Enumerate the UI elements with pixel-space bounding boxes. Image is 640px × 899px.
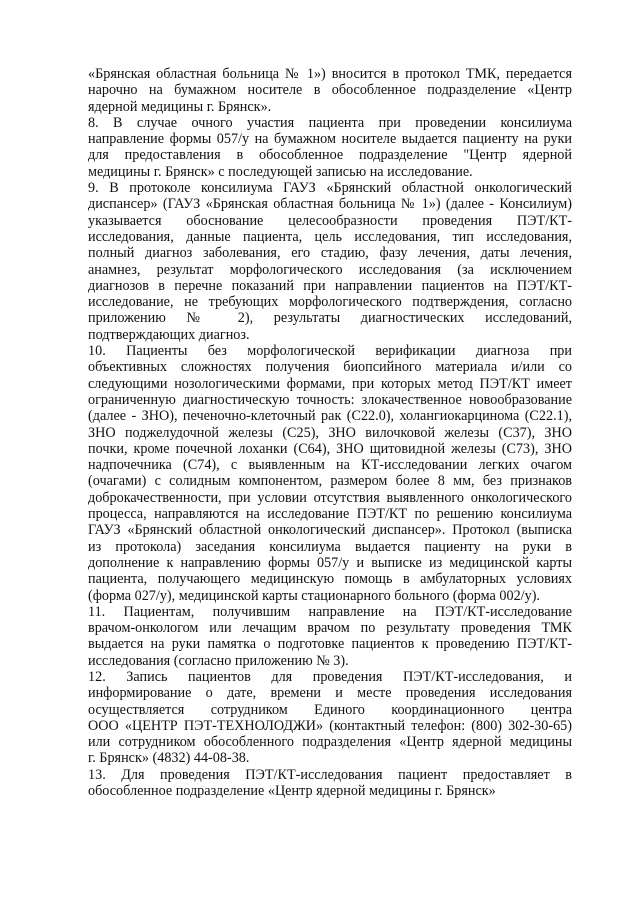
paragraph <box>88 115 572 180</box>
text-line: подтверждающих диагноз. <box>88 326 250 343</box>
text-line: врачом-онкологом или лечащим врачом по результату проведения ТМК <box>88 620 572 637</box>
text-line: надпочечника (С74), с выявленным на КТ-исследовании легких очагом <box>88 457 572 474</box>
text-line: 9. В протоколе консилиума ГАУЗ «Брянский областной онкологический <box>88 180 572 197</box>
text-line: (форма 027/у), медицинской карты стационарного больного (форма 002/у). <box>88 587 540 604</box>
text-line: для предоставления в обособленное подразделение "Центр ядерной <box>88 147 572 164</box>
text-line: анамнез, результат морфологического исследования (за исключением <box>88 261 572 278</box>
text-line: выдается на руки памятка о подготовке пациентов к проведению ПЭТ/КТ- <box>88 636 572 653</box>
text-line: нарочно на бумажном носителе в обособленное подразделение «Центр <box>88 82 572 99</box>
text-line: ГАУЗ «Брянский областной онкологический диспансер». Протокол (выписка <box>88 522 572 539</box>
text-line: приложению № 2), результаты диагностических исследований, <box>88 310 572 327</box>
text-line: ЗНО поджелудочной железы (С25), ЗНО вилочковой железы (С37), ЗНО <box>88 424 572 441</box>
text-line: исследование, не требующих морфологического подтверждения, согласно <box>88 294 572 311</box>
text-line: доброкачественности, при условии отсутствия выявленного онкологического <box>88 489 572 506</box>
text-line: направление формы 057/у на бумажном носителе выдается пациенту на руки <box>88 131 572 148</box>
text-line: обособленное подразделение «Центр ядерной медицины г. Брянск» <box>88 783 496 800</box>
paragraph <box>88 604 572 669</box>
text-line: г. Брянск» (4832) 44-08-38. <box>88 750 250 767</box>
text-line: (очагами) с солидным компонентом, размером более 8 мм, без признаков <box>88 473 572 490</box>
text-line: пациента, получающего медицинскую помощь в амбулаторных условиях <box>88 571 572 588</box>
text-line: объективных сложностях получения биопсийного материала и/или со <box>88 359 572 376</box>
text-line: медицины г. Брянск» с последующей записью на исследование. <box>88 163 473 180</box>
text-line: следующими нозологическими формами, при которых метод ПЭТ/КТ имеет <box>88 375 572 392</box>
text-line: или сотрудником обособленного подразделения «Центр ядерной медицины <box>88 734 572 751</box>
text-line: дополнение к направлению формы 057/у и выписке из медицинской карты <box>88 554 572 571</box>
text-line: полный диагноз заболевания, его стадию, фазу лечения, даты лечения, <box>88 245 572 262</box>
text-line: ядерной медицины г. Брянск». <box>88 98 272 115</box>
text-line: исследования (согласно приложению № 3). <box>88 652 349 669</box>
text-line: 12. Запись пациентов для проведения ПЭТ/КТ-исследования, и <box>88 668 572 685</box>
text-line: 13. Для проведения ПЭТ/КТ-исследования пациент предоставляет в <box>88 766 572 783</box>
text-line: ООО «ЦЕНТР ПЭТ-ТЕХНОЛОДЖИ» (контактный телефон: (800) 302-30-65) <box>88 717 572 734</box>
text-line: информирование о дате, времени и месте проведения исследования <box>88 685 572 702</box>
text-line: процесса, направляются на исследование ПЭТ/КТ по решению консилиума <box>88 506 572 523</box>
text-line: диагнозов в перечне показаний при направлении пациентов на ПЭТ/КТ- <box>88 277 572 294</box>
paragraph <box>88 767 572 800</box>
paragraph <box>88 66 572 115</box>
text-line: 10. Пациенты без морфологической верификации диагноза при <box>88 343 572 360</box>
text-line: «Брянская областная больница № 1») вносится в протокол ТМК, передается <box>88 66 572 82</box>
text-line: (далее - ЗНО), печеночно-клеточный рак (С22.0), холангиокарцинома (С22.1), <box>88 408 572 425</box>
document-body <box>88 66 572 799</box>
text-line: почки, кроме почечной лоханки (С64), ЗНО щитовидной железы (С73), ЗНО <box>88 440 572 457</box>
text-line: диспансер» (ГАУЗ «Брянская областная больница № 1») (далее - Консилиум) <box>88 196 572 213</box>
paragraph <box>88 669 572 767</box>
text-line: исследования, данные пациента, цель исследования, тип исследования, <box>88 228 572 245</box>
text-line: указывается обоснование целесообразности проведения ПЭТ/КТ- <box>88 212 572 229</box>
text-line: 11. Пациентам, получившим направление на ПЭТ/КТ-исследование <box>88 603 572 620</box>
text-line: осуществляется сотрудником Единого координационного центра <box>88 701 572 718</box>
paragraph <box>88 343 572 604</box>
paragraph <box>88 180 572 343</box>
text-line: из протокола) заседания консилиума выдается пациенту на руки в <box>88 538 572 555</box>
text-line: ограниченную диагностическую точность: злокачественное новообразование <box>88 391 572 408</box>
text-line: 8. В случае очного участия пациента при проведении консилиума <box>88 114 572 131</box>
